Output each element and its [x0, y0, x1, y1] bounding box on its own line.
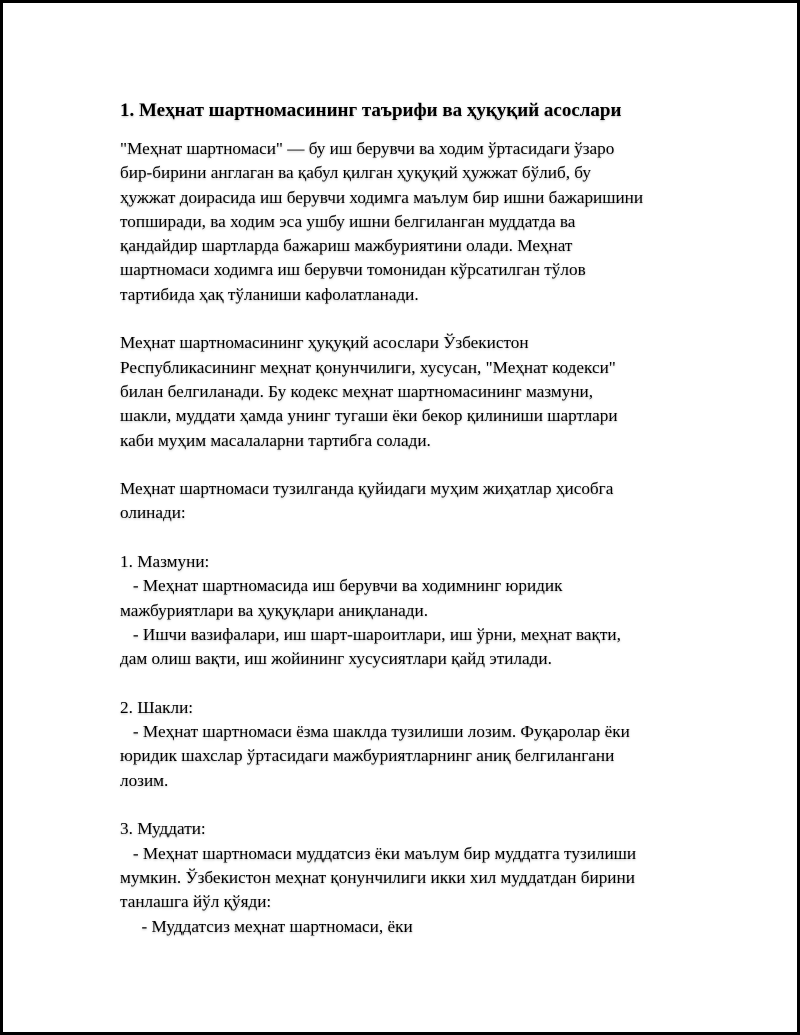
text-line: мажбуриятлари ва ҳуқуқлари аниқланади.	[120, 600, 429, 620]
text-line: - Меҳнат шартномаси ёзма шаклда тузилиши лозим. Фуқаролар ёки	[120, 722, 630, 742]
document-body	[120, 137, 720, 939]
text-line: дам олиш вақти, иш жойининг хусусиятлари қайд этилади.	[120, 649, 552, 669]
text-line: - Ишчи вазифалари, иш шарт-шароитлари, иш ўрни, меҳнат вақти,	[120, 624, 621, 644]
text-line: мумкин. Ўзбекистон меҳнат қонунчилиги икки хил муддатдан бирини	[120, 867, 635, 887]
text-line: танлашга йўл қўяди:	[120, 892, 272, 912]
text-line: каби муҳим масалаларни тартибга солади.	[120, 430, 431, 450]
text-line: Республикасининг меҳнат қонунчилиги, хусусан, "Меҳнат кодекси"	[120, 357, 616, 377]
text-line: билан белгиланади. Бу кодекс меҳнат шартномасининг мазмуни,	[120, 381, 594, 401]
text-line: 3. Муддати:	[120, 819, 206, 839]
text-line: Меҳнат шартномасининг ҳуқуқий асослари Ўзбекистон	[120, 333, 529, 353]
text-line: ҳужжат доирасида иш берувчи ходимга маълум бир ишни бажаришини	[120, 187, 644, 207]
blank-line	[120, 793, 720, 817]
text-line: қандайдир шартларда бажариш мажбуриятини олади. Меҳнат	[120, 236, 573, 256]
text-line: тартибида ҳақ тўланиши кафолатланади.	[120, 284, 419, 304]
text-line: 2. Шакли:	[120, 697, 194, 717]
text-line: олинади:	[120, 503, 186, 523]
text-line: - Меҳнат шартномаси муддатсиз ёки маълум бир муддатга тузилиши	[120, 843, 637, 863]
text-line: "Меҳнат шартномаси" — бу иш берувчи ва ходим ўртасидаги ўзаро	[120, 139, 615, 158]
blank-line	[120, 672, 720, 696]
text-line: шартномаси ходимга иш берувчи томонидан кўрсатилган тўлов	[120, 260, 586, 280]
text-line: 1. Мазмуни:	[120, 552, 210, 572]
document-title: 1. Меҳнат шартномасининг таърифи ва ҳуқуқий асослари	[120, 100, 622, 121]
blank-line	[120, 453, 720, 477]
blank-line	[120, 307, 720, 331]
blank-line	[120, 526, 720, 550]
text-line: бир-бирини англаган ва қабул қилган ҳуқуқий ҳужжат бўлиб, бу	[120, 163, 591, 183]
text-line: юридик шахслар ўртасидаги мажбуриятларнинг аниқ белгилангани	[120, 746, 615, 766]
text-line: Меҳнат шартномаси тузилганда қуйидаги муҳим жиҳатлар ҳисобга	[120, 479, 614, 499]
text-line: - Меҳнат шартномасида иш берувчи ва ходимнинг юридик	[120, 576, 563, 596]
text-line: лозим.	[120, 770, 169, 790]
text-line: шакли, муддати ҳамда унинг тугаши ёки бекор қилиниши шартлари	[120, 406, 618, 426]
document-content	[120, 99, 720, 939]
text-line: топширади, ва ходим эса ушбу ишни белгиланган муддатда ва	[120, 211, 576, 231]
text-line: - Муддатсиз меҳнат шартномаси, ёки	[120, 916, 413, 936]
